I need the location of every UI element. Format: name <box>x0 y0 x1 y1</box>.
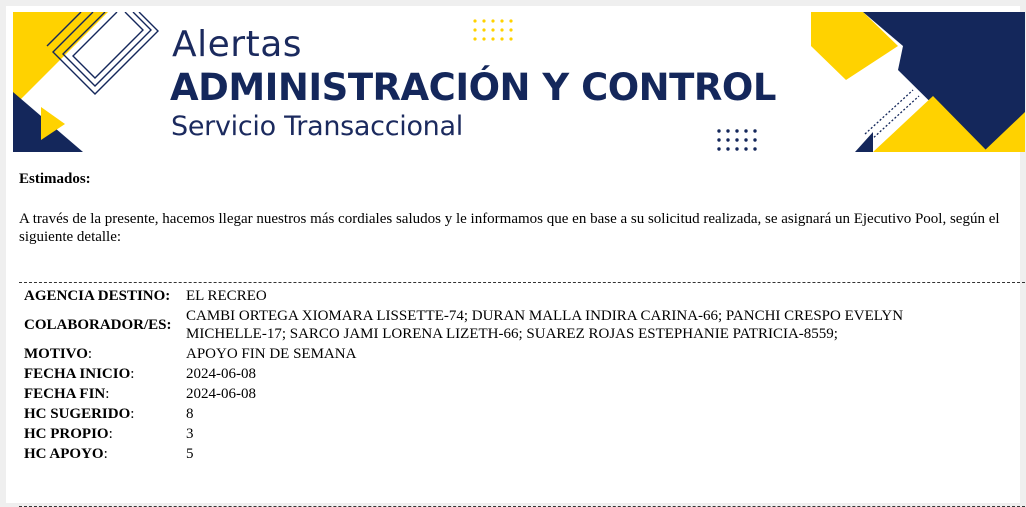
divider-top <box>19 282 1025 283</box>
label-fecha-inicio: FECHA INICIO <box>24 366 131 382</box>
value-motivo: APOYO FIN DE SEMANA <box>186 346 357 362</box>
label-colaboradores: COLABORADOR/ES: <box>24 317 172 333</box>
label-hc-apoyo: HC APOYO <box>24 446 104 462</box>
value-colaboradores: CAMBI ORTEGA XIOMARA LISSETTE-74; DURAN MALLA INDIRA CARINA-66; PANCHI CRESPO EVELYN MICHELLE-17; SARCO JAMI LORENA LIZETH-66; SUAREZ ROJAS ESTEPHANIE PATRICIA-8559; <box>186 308 904 342</box>
yellow-dot-grid <box>473 19 512 40</box>
value-hc-sugerido: 8 <box>186 406 194 422</box>
label-hc-sugerido: HC SUGERIDO <box>24 406 131 422</box>
detail-row-hc-apoyo: HC APOYO: 5 <box>21 444 989 464</box>
detail-row-motivo: MOTIVO: APOYO FIN DE SEMANA <box>21 344 989 364</box>
header-banner <box>13 12 1025 152</box>
label-hc-propio: HC PROPIO <box>24 426 109 442</box>
label-fecha-fin: FECHA FIN <box>24 386 106 402</box>
navy-dot-grid <box>717 129 756 150</box>
value-agencia: EL RECREO <box>186 288 267 304</box>
value-fecha-inicio: 2024-06-08 <box>186 366 256 382</box>
intro-paragraph: A través de la presente, hacemos llegar nuestros más cordiales saludos y le informamos que en base a su solicitud realizada, se asignará un Ejecutivo Pool, según el siguiente detalle: <box>19 211 1000 245</box>
detail-row-hc-propio: HC PROPIO: 3 <box>21 424 989 444</box>
detail-row-agencia <box>21 286 989 306</box>
banner-title-main: ADMINISTRACIÓN Y CONTROL <box>170 66 776 109</box>
banner-title-alertas: Alertas <box>172 24 303 65</box>
value-hc-apoyo: 5 <box>186 446 194 462</box>
detail-row-hc-sugerido: HC SUGERIDO: 8 <box>21 404 989 424</box>
value-hc-propio: 3 <box>186 426 194 442</box>
value-fecha-fin: 2024-06-08 <box>186 386 256 402</box>
banner-subtitle: Servicio Transaccional <box>171 111 463 142</box>
detail-row-colaboradores <box>21 306 989 344</box>
greeting: Estimados: <box>19 171 91 187</box>
detail-row-fecha-fin: FECHA FIN: 2024-06-08 <box>21 384 989 404</box>
label-motivo: MOTIVO <box>24 346 88 362</box>
detail-row-fecha-inicio: FECHA INICIO: 2024-06-08 <box>21 364 989 384</box>
details-table <box>21 286 989 464</box>
label-agencia: AGENCIA DESTINO: <box>24 288 171 304</box>
